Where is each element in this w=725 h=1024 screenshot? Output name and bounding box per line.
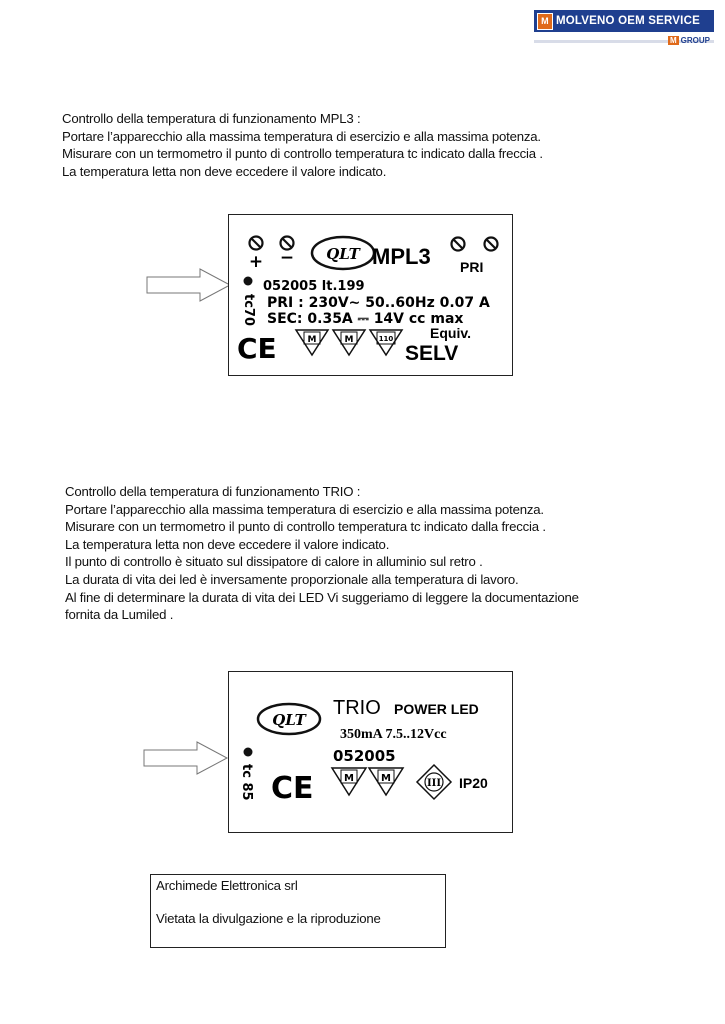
text-line: Al fine di determinare la durata di vita dei LED Vi suggeriamo di leggere la documentazione: [65, 589, 579, 605]
pointer-arrow-icon: [146, 268, 232, 302]
m-mark: M: [344, 773, 354, 784]
brand-logo: [534, 10, 714, 54]
class3-mark: III: [426, 778, 442, 789]
ce-mark: CE: [237, 332, 277, 365]
trio-label: [228, 671, 513, 833]
model-name: MPL3: [372, 244, 431, 269]
m110-mark: 110: [378, 335, 394, 343]
minus-terminal: −: [279, 248, 295, 268]
brand-logo-text: QLT: [326, 245, 360, 263]
footer-notice-box: [150, 874, 446, 948]
m-mark: M: [307, 335, 317, 345]
product-subtitle: POWER LED: [394, 701, 479, 717]
m-mark: M: [344, 335, 354, 345]
brand-bar: [534, 10, 714, 32]
text-line: fornita da Lumiled .: [65, 607, 174, 623]
sec-spec: SEC: 0.35A ⎓ 14V cc max: [267, 311, 464, 327]
ip-rating: IP20: [459, 775, 488, 791]
tc-point-icon: [244, 277, 253, 286]
model-name: TRIO: [333, 697, 381, 719]
plus-terminal: +: [248, 252, 264, 272]
pri-terminal-label: PRI: [460, 259, 484, 275]
brand-logo-text: QLT: [272, 711, 306, 729]
pri-spec: PRI : 230V∼ 50..60Hz 0.07 A: [267, 295, 490, 311]
m-mark: M: [381, 773, 391, 784]
text-line: La temperatura letta non deve eccedere il valore indicato.: [62, 163, 387, 179]
brand-group-label: GROUP: [680, 36, 710, 45]
company-name: Archimede Elettronica srl: [156, 878, 298, 893]
tc-value: tc70: [241, 294, 256, 327]
text-line: La temperatura letta non deve eccedere il valore indicato.: [65, 536, 390, 552]
brand-name: MOLVENO OEM SERVICE: [556, 15, 700, 27]
text-line: Controllo della temperatura di funzionamento MPL3 :: [62, 111, 361, 126]
text-line: Portare l’apparecchio alla massima temperatura di esercizio e alla massima potenza.: [65, 501, 544, 517]
tc-value: tc 85: [239, 764, 254, 801]
trio-label-art: [229, 672, 512, 832]
product-code: 052005: [333, 747, 396, 765]
mpl3-instructions: [62, 110, 543, 180]
ce-mark: CE: [271, 771, 314, 806]
text-line: Portare l’apparecchio alla massima temperatura di esercizio e alla massima potenza.: [62, 128, 541, 144]
product-code: 052005 lt.199: [263, 279, 365, 294]
text-line: Misurare con un termometro il punto di controllo temperatura tc indicato dalla freccia .: [65, 519, 546, 535]
text-line: Controllo della temperatura di funzionamento TRIO :: [65, 484, 361, 499]
tc-point-icon: [244, 748, 253, 757]
equiv-label: Equiv.: [430, 325, 471, 341]
brand-mark-icon: M: [537, 13, 553, 30]
mpl3-label-art: [229, 215, 512, 375]
selv-label: SELV: [405, 342, 459, 365]
trio-instructions: [65, 483, 579, 624]
mpl3-label: [228, 214, 513, 376]
pointer-arrow-icon: [143, 741, 229, 775]
brand-group-bar: [534, 32, 714, 54]
text-line: Misurare con un termometro il punto di controllo temperatura tc indicato dalla freccia .: [62, 146, 543, 162]
text-line: La durata di vita dei led è inversamente proporzionale alla temperatura di lavoro.: [65, 571, 519, 587]
copyright-notice: Vietata la divulgazione e la riproduzione: [156, 911, 381, 926]
text-line: Il punto di controllo è situato sul dissipatore di calore in alluminio sul retro .: [65, 554, 483, 570]
brand-group-tag: M: [669, 36, 677, 45]
brand-group: [668, 36, 710, 45]
trio-spec: 350mA 7.5..12Vcc: [340, 727, 447, 742]
